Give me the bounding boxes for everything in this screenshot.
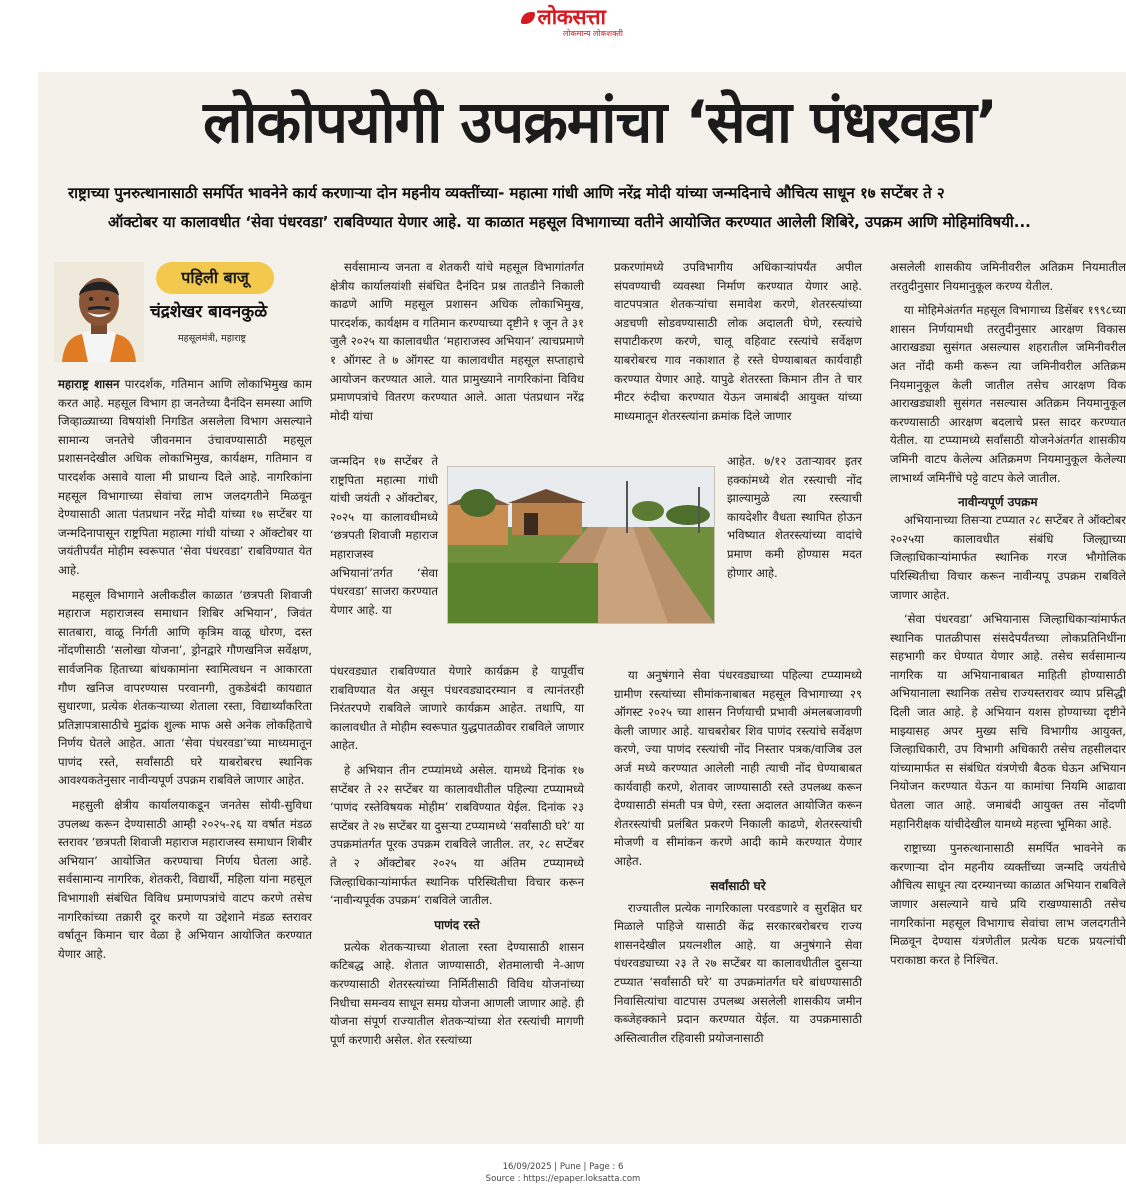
logo-text: लोकसत्ता [537, 5, 606, 29]
column-3-photo-wrap-text [727, 452, 862, 582]
intro-line-1: राष्ट्राच्या पुनरुत्थानासाठी समर्पित भावनेने कार्य करणाऱ्या दोन महनीय व्यक्तींच्या- महात्मा गांधी आणि नरेंद्र मोदी यांच्या जन्मदिनाचे औचित्य साधून १७ सप्टेंबर ते २ [68, 184, 945, 202]
lead-in: महाराष्ट्र शासन [58, 377, 120, 391]
article-column-3 [614, 258, 862, 431]
subheading-housing-for-all: सर्वांसाठी घरे [710, 878, 766, 893]
author-role: महसूलमंत्री, महाराष्ट्र [178, 333, 247, 344]
loksatta-logo [521, 6, 606, 28]
column-3-paragraph-1: प्रकरणांमध्ये उपविभागीय अधिकाऱ्यांपर्यंत अपील संपवण्याची व्यवस्था निर्माण करण्यात येणार आहे. वाटपपत्रात शेतकऱ्यांचा समावेश करणे, शेतरस्त्यांच्या अडचणी सोडवण्यासाठी लोक अदालती घेणे, रस्त्यांचे सपाटीकरण करणे, चालू वहिवाट रस्त्यांचे सर्वेक्षण याबरोबरच गाव नकाशात हे रस्ते घेण्याबाबत कार्यवाही करण्यात येणार आहे. यापुढे शेतरस्ता किमान तीन ते चार मीटर रुंदीचा करण्यात येऊन जमाबंदी आयुक्त यांच्या माध्यमातून शेतरस्त्यांना क्रमांक दिले जाणार [614, 260, 862, 423]
road-photo-image [448, 467, 714, 623]
column-1-paragraph-3: महसुली क्षेत्रीय कार्यालयाकडून जनतेस सोयी-सुविधा उपलब्ध करून देण्यासाठी आम्ही २०२५-२६ या वर्षात मंडळ स्तरावर ‘छत्रपती शिवाजी महाराज महाराजस्व समाधान शिबीर अभियान’ आयोजित करण्याचा निर्णय घेतला आहे. सर्वसामान्य नागरिक, शेतकरी, विद्यार्थी, महिला यांना महसूल विभागाशी संबंधित विविध प्रमाणपत्रांचे वाटप करणे तसेच नागरिकांच्या तक्रारी दूर करणे या उद्देशाने मंडळ स्तरावर वर्षातून किमान चार वेळा हे अभियान आयोजित करण्यात येणार आहे. [58, 798, 312, 961]
column-badge: पहिली बाजू [156, 262, 274, 294]
column-2-paragraph-4: प्रत्येक शेतकऱ्याच्या शेताला रस्ता देण्यासाठी शासन कटिबद्ध आहे. शेतात जाण्यासाठी, शेतमालाची ने-आण करण्यासाठी शेतरस्त्यांच्या निर्मितीसाठी विविध योजनांच्या निधीचा समन्वय साधून समग्र योजना आणली जाणार आहे. ही योजना संपूर्ण राज्यातील शेतकऱ्यांच्या शेत रस्त्यांची मागणी पूर्ण करणारी असेल. शेत रस्त्यांच्या [330, 939, 584, 1047]
column-1-paragraph-2: महसूल विभागाने अलीकडील काळात ‘छत्रपती शिवाजी महाराज महाराजस्व समाधान शिबिर अभियान’, जिवंत सातबारा, वाळू निर्गती आणि कृत्रिम वाळू धोरण, दस्त नोंदणीसाठी ‘सलोखा योजना’, ड्रोनद्वारे गौणखनिज सर्वेक्षण, सार्वजनिक हिताच्या बांधकामांना स्वामित्वधन न आकारता गौण खनिज वापरण्यास परवानगी, तुकडेबंदी कायद्यात सुधारणा, प्रत्येक शेतकऱ्याच्या शेताला रस्ता, विद्यार्थ्यांकरिता प्रतिज्ञापत्रासाठीचे मुद्रांक शुल्क माफ असे अनेक लोकहिताचे निर्णय घेतले आहेत. आता ‘सेवा पंधरवडा’च्या माध्यमातून पाणंद रस्ते, सर्वांसाठी घरे याबरोबरच स्थानिक आवश्यकतेनुसार नावीन्यपूर्ण उपक्रम राबविले जाणार आहेत. [58, 587, 312, 788]
column-1-paragraph-1 [58, 375, 312, 580]
masthead [0, 4, 1126, 46]
footer-date-edition-page: 16/09/2025 | Pune | Page : 6 [502, 1162, 624, 1172]
author-name: चंद्रशेखर बावनकुळे [150, 302, 268, 322]
column-3-paragraph-3: राज्यातील प्रत्येक नागरिकाला परवडणारे व सुरक्षित घर मिळाले पाहिजे यासाठी केंद्र सरकारबरोबरच राज्य शासनदेखील प्रयत्नशील आहे. या अनुषंगाने सेवा पंधरवड्याच्या २३ ते २७ सप्टेंबर या कालावधीतील दुसऱ्या टप्प्यात ‘सर्वांसाठी घरे’ या उपक्रमांतर्गत घरे बांधण्यासाठी निवासित्यांचा वाटपास उपलब्ध असलेली शासकीय जमीन कब्जेहक्काने प्रदान करण्यात येईल. या उपक्रमासाठी अस्तित्वातील रहिवासी प्रयोजनासाठी [614, 900, 862, 1045]
masthead-tagline: लोकमान्य लोकशक्ती [562, 29, 624, 38]
article-column-3-lower [614, 666, 862, 1053]
article-column-2-lower [330, 662, 584, 1055]
intro-line-2: ऑक्टोबर या कालावधीत ‘सेवा पंधरवडा’ राबविण्यात येणार आहे. या काळात महसूल विभागाच्या वतीने आयोजित करण्यात आलेली शिबिरे, उपक्रम आणि मोहिमांविषयी... [108, 213, 1031, 231]
column-4-paragraph-2: या मोहिमेअंतर्गत महसूल विभागाच्य डिसेंबर १९९८च्या शासन निर्णयामधी तरतुदीनुसार आरक्षण विकास आराखड्या सुसंगत असल्यास शहरातील जमिनीवरील अत नोंदी कमी करून त्या जमिनीवरील अतिक्रम नियमानुकूल केली जातील तसेच आरक्षण विक आराखड्याशी सुसंगत नसल्यास अतिक्रम नियमानुकूल करण्यासाठी आरक्षण बदलाचे प्रस्त सादर करण्यात येतील. या टप्प्यामध्ये सर्वांसाठी योजनेअंतर्गत शासकीय जमिनी वाटप केलेल्य अतिक्रमण नियमानुकूल केलेल्या लाभार्थ्य जमिनींचे पट्टे वाटप केले जातील. [890, 303, 1126, 485]
column-2-photo-wrap-text [330, 452, 438, 619]
intro-deck [64, 179, 1126, 237]
column-2-paragraph-3: हे अभियान तीन टप्प्यांमध्ये असेल. यामध्ये दिनांक १७ सप्टेंबर ते २२ सप्टेंबर या कालावधीतील पहिल्या टप्प्यामध्ये ‘पाणंद रस्तेविषयक मोहीम’ राबविण्यात येईल. दिनांक २३ सप्टेंबर ते २७ सप्टेंबर या दुसऱ्या टप्प्यामध्ये ‘सर्वांसाठी घरे’ या उपक्रमांतर्गत पूरक उपक्रम राबविले जातील. तर, २८ सप्टेंबर ते २ ऑक्टोबर २०२५ या अंतिम टप्प्यामध्ये जिल्हाधिकाऱ्यांमार्फत स्थानिक परिस्थितीचा विचार करून ‘नावीन्यपूर्वक उपक्रम’ राबविले जातील. [330, 762, 584, 908]
article-column-1 [58, 375, 312, 969]
column-4-paragraph-4: ‘सेवा पंधरवडा’ अभियानास जिल्हाधिकाऱ्यांमार्फत स्थानिक पातळीपास संसदेपर्यंतच्या लोकप्रतिनिधींना सहभागी कर घेण्यात येणार आहे. तसेच सर्वसामान्य नागरिक या अभियानाबाबत माहिती होण्यासाठी अभियानाला स्थानिक तसेच राज्यस्तरावर व्याप प्रसिद्धी दिली जात आहे. हे अभियान यशस होण्याच्या दृष्टीने माझ्यासह अपर मुख्य सचि विभागीय आयुक्त, जिल्हाधिकारी, उप विभागी अधिकारी तसेच तहसीलदार यांच्यामार्फत स संबंधित यंत्रणेची बैठक घेऊन अभियान नियोजन करण्यात येऊन या कामांचा नियमि आढावा घेतला जात आहे. जमाबंदी आयुक्त तस नोंदणी महानिरीक्षक यांचीदेखील यामध्ये महत्त्वा भूमिका आहे. [890, 612, 1126, 831]
column-2-wrap-paragraph: जन्मदिन १७ सप्टेंबर ते राष्ट्रपिता महात्मा गांधी यांची जयंती २ ऑक्टोबर, २०२५ या कालावधीमध्ये ‘छत्रपती शिवाजी महाराज महाराजस्व अभियानां’तर्गत ‘सेवा पंधरवडा’ साजरा करण्यात येणार आहे. या [330, 454, 438, 617]
article-column-4 [890, 258, 1126, 975]
column-4-paragraph-3: अभियानाच्या तिसऱ्या टप्प्यात २८ सप्टेंबर ते ऑक्टोबर २०२५या कालावधीत संबंधि जिल्ह्याच्या जिल्हाधिकाऱ्यांमार्फत स्थानिक गरज भौगोलिक परिस्थितीचा विचार करून नावीन्यपू उपक्रम राबविले जाणार आहेत. [890, 513, 1126, 602]
page-footer [0, 1161, 1126, 1185]
author-portrait [54, 262, 144, 362]
paragraph-text: पारदर्शक, गतिमान आणि लोकाभिमुख काम करत आहे. महसूल विभाग हा जनतेच्या दैनंदिन समस्या आणि जिव्हाळ्याच्या विषयांशी निगडित असलेला विभाग असल्याने सामान्य जनतेचे जीवनमान उंचावण्यासाठी महसूल प्रशासनदेखील अधिक लोकाभिमुख, कार्यक्षम, गतिमान व पारदर्शक असावे याला मी प्राधान्य दिले आहे. नागरिकांना महसूल विभागाच्या सेवांचा लाभ जलदगतीने मिळवून देण्यासाठी आता पंतप्रधान नरेंद्र मोदी यांच्या १७ सप्टेंबर या जन्मदिनापासून राष्ट्रपिता महात्मा गांधी यांच्या २ ऑक्टोबर या जयंतीपर्यंत मोहीम स्वरूपात ‘सेवा पंधरवडा’ राबविण्यात येत आहे. [58, 377, 312, 577]
column-2-paragraph-2: पंधरवड्यात राबविण्यात येणारे कार्यक्रम हे यापूर्वीच राबविण्यात येत असून पंधरवड्यादरम्यान व त्यानंतरही निरंतरपणे राबविले जाणारे कार्यक्रम आहेत. तथापि, या कालावधीत ते मोहीम स्वरूपात युद्धपातळीवर राबविले जाणार आहेत. [330, 664, 584, 753]
logo-swoosh-icon [521, 12, 535, 24]
village-road-photo [447, 466, 715, 624]
column-4-paragraph-5: राष्ट्राच्या पुनरुत्थानासाठी समर्पित भावनेने क करणाऱ्या दोन महनीय व्यक्तींच्या जन्मदि जयंतीचे औचित्य साधून त्या दरम्यानच्या काळात अभियान राबविले जाणार असल्याने याचे प्रयि राखण्यासाठी तसेच नागरिकांना महसूल विभागाच सेवांचा लाभ जलदगतीने मिळवून देण्यास यंत्रणेतील प्रत्येक घटक प्रयत्नांची पराकाष्ठा करत हे निश्चित. [890, 841, 1126, 967]
column-4-paragraph-1: असलेली शासकीय जमिनीवरील अतिक्रम नियमातील तरतुदीनुसार नियमानुकूल करण्य येतील. [890, 260, 1126, 293]
page-headline: लोकोपयोगी उपक्रमांचा ‘सेवा पंधरवडा’ [203, 88, 997, 156]
column-2-paragraph-1: सर्वसामान्य जनता व शेतकरी यांचे महसूल विभागांतर्गत क्षेत्रीय कार्यालयांशी संबंधित दैनंदिन प्रश्न तातडीने निकाली काढणे आणि महसूल प्रशासन अधिक लोकाभिमुख, पारदर्शक, कार्यक्षम व गतिमान करण्याच्या दृष्टीने १ जून ते ३१ जुलै २०२५ या कालावधीत ‘महाराजस्व अभियान’ त्याचप्रमाणे १ ऑगस्ट ते ७ ऑगस्ट या कालावधीत महसूल सप्ताहाचे आयोजन करण्यात आले. यात प्रामुख्याने नागरिकांना विविध प्रमाणपत्रांचे वितरण करण्यात आले. आता पंतप्रधान नरेंद्र मोदी यांचा [330, 260, 584, 423]
author-portrait-image [54, 262, 144, 362]
article-column-2 [330, 258, 584, 431]
column-3-wrap-paragraph: आहेत. ७/१२ उताऱ्यावर इतर हक्कांमध्ये शेत रस्त्याची नोंद झाल्यामुळे त्या रस्त्याची कायदेशीर वैधता स्थापित होऊन भविष्यात शेतरस्त्यांच्या वादांचे प्रमाण कमी होण्यास मदत होणार आहे. [727, 454, 862, 580]
footer-source-link[interactable]: Source : https://epaper.loksatta.com [485, 1174, 641, 1184]
subheading-panand-roads: पाणंद रस्ते [434, 917, 480, 932]
column-3-paragraph-2: या अनुषंगाने सेवा पंधरवड्याच्या पहिल्या टप्प्यामध्ये ग्रामीण रस्त्यांच्या सीमांकनाबाबत महसूल विभागाच्या २९ ऑगस्ट २०२५ च्या शासन निर्णयाची प्रभावी अंमलबजावणी केली जाणार आहे. याचबरोबर शिव पाणंद रस्त्यांचे सर्वेक्षण करणे, ज्या पाणंद रस्त्यांची नोंद निस्तार पत्रक/वाजिब उल अर्ज मध्ये करण्यात आलेली नाही त्याची नोंद घेण्याबाबत कार्यवाही करणे, शेतावर जाण्यासाठी रस्ते उपलब्ध करून देण्यासाठी संमती पत्र घेणे, रस्ता अदालत आयोजित करून शेतरस्त्यांची प्रलंबित प्रकरणे निकाली काढणे, शेतरस्त्यांची मोजणी व सीमांकन करणे आदी कामे करण्यात येणार आहेत. [614, 668, 862, 868]
subheading-innovative-initiatives: नावीन्यपूर्ण उपक्रम [958, 495, 1038, 510]
